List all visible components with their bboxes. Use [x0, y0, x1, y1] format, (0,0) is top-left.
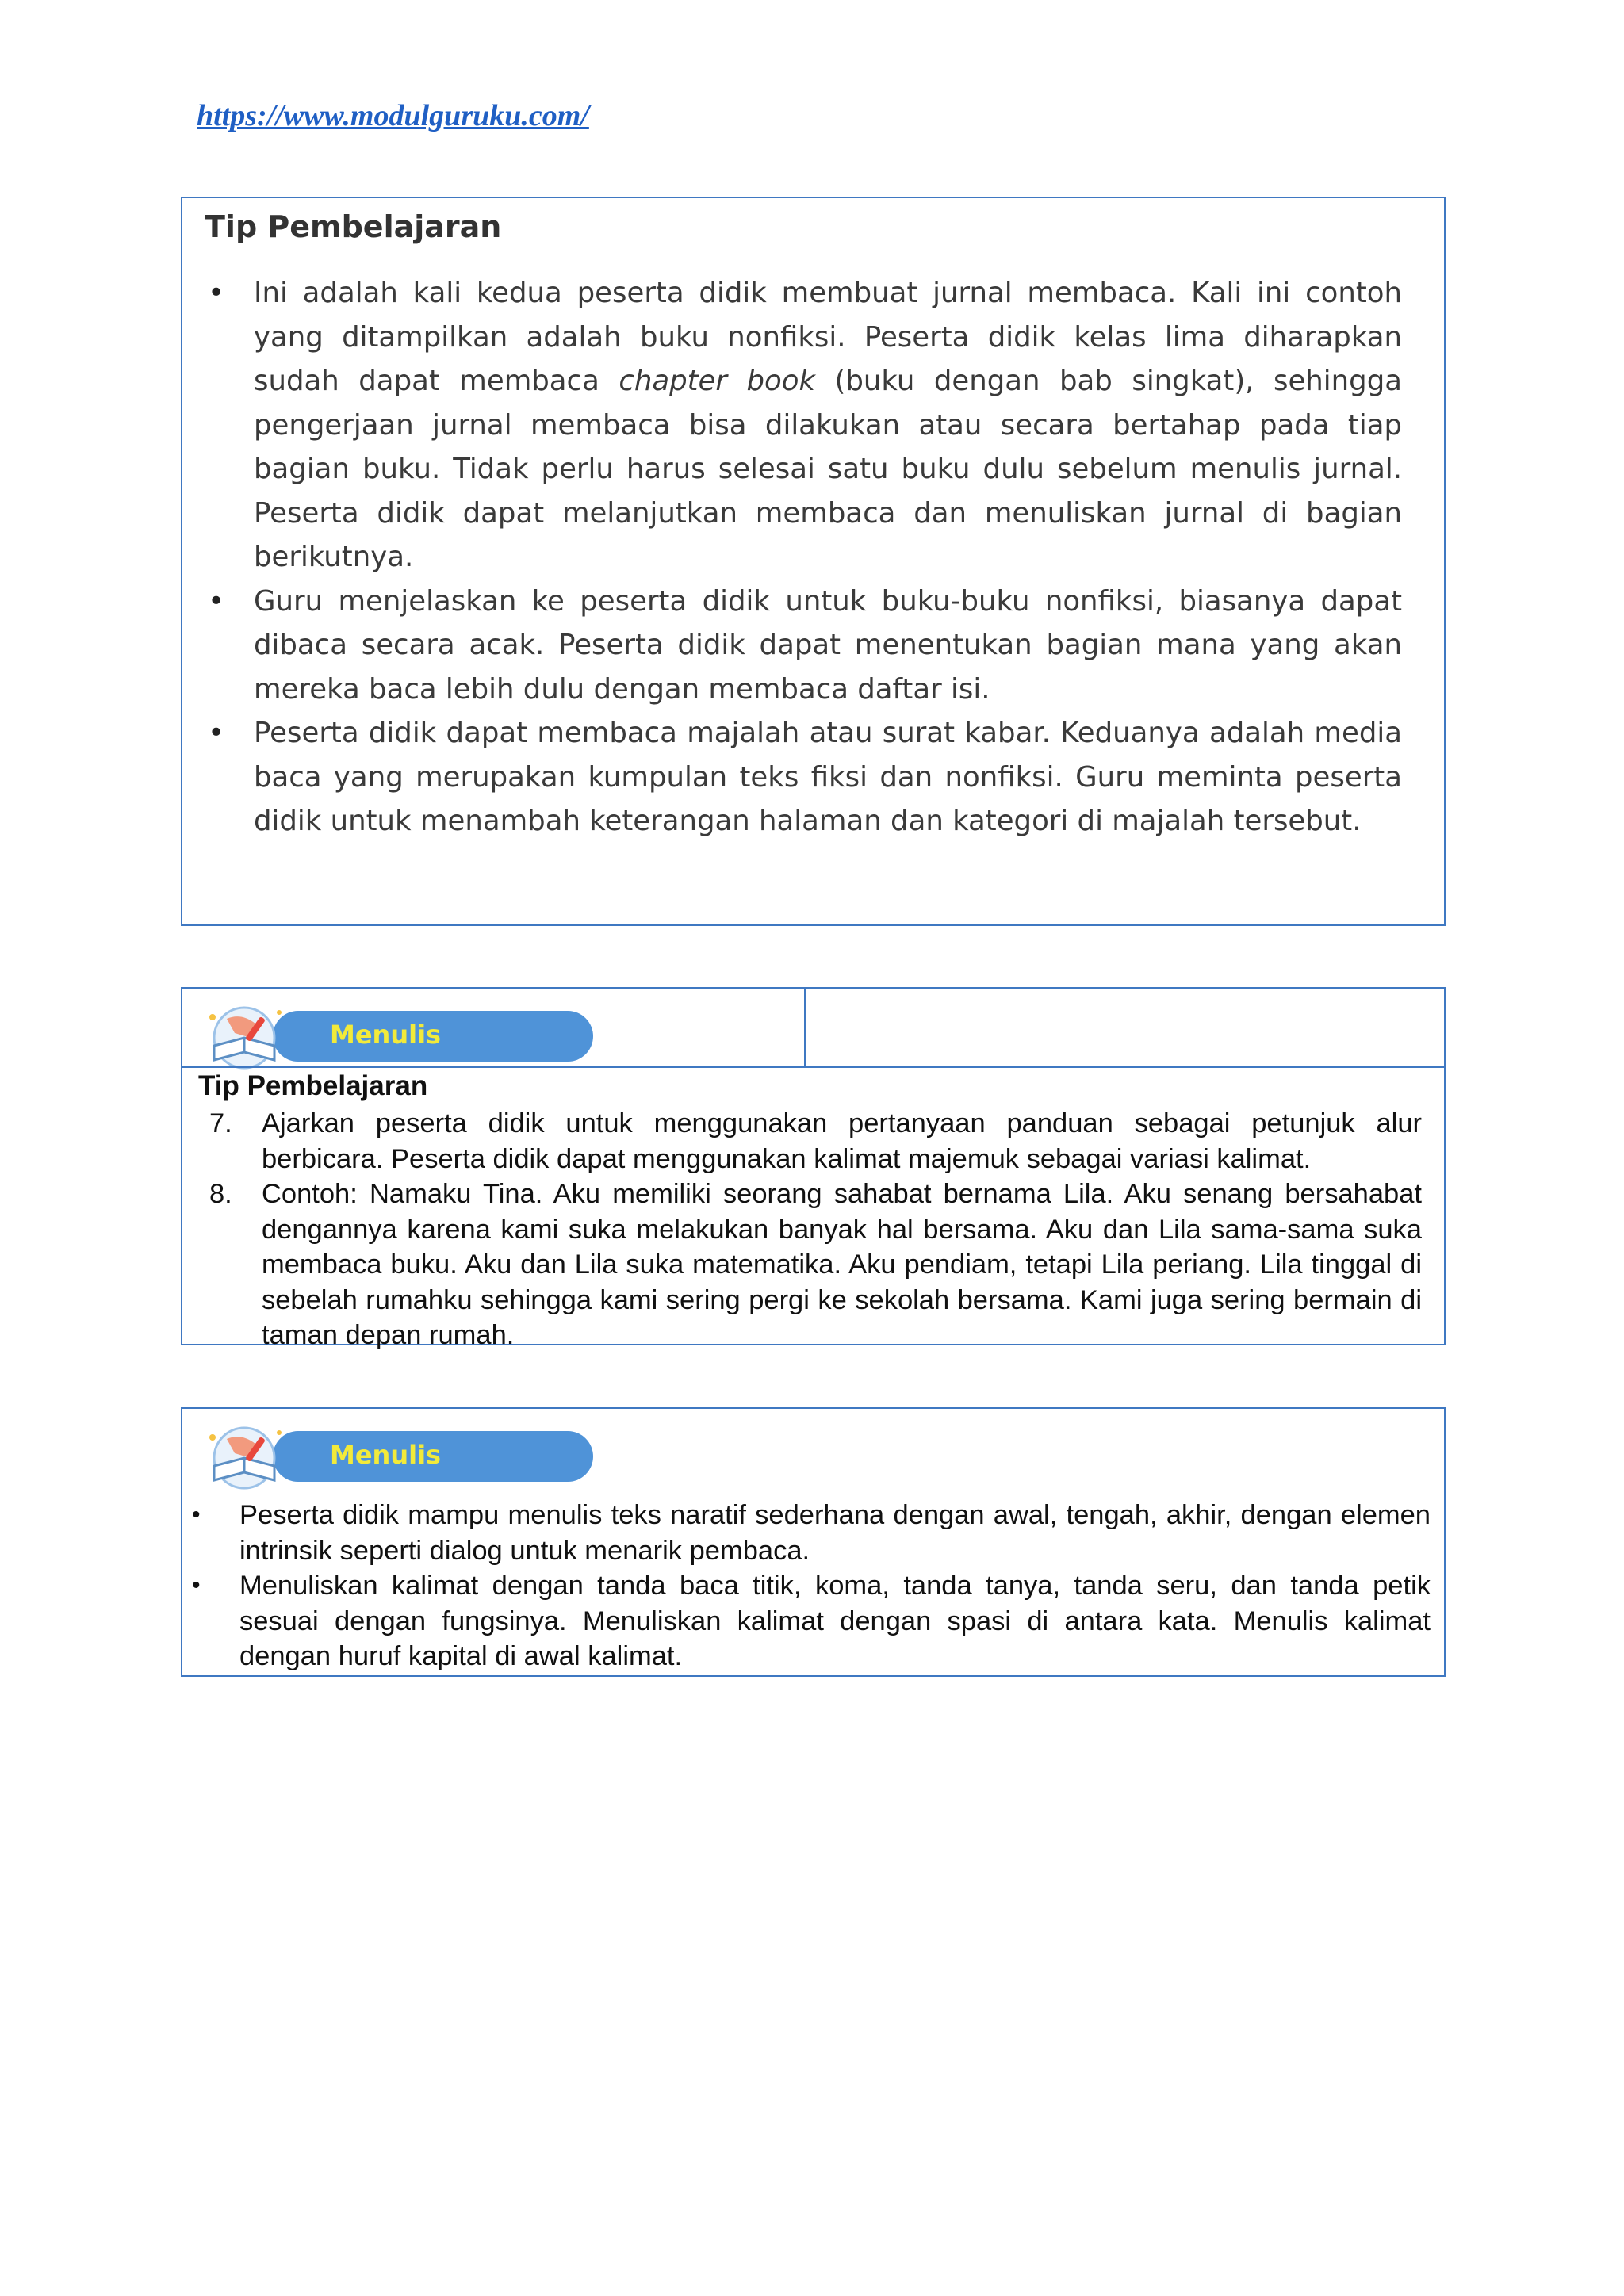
- tip-item-emphasis: chapter book: [619, 365, 816, 397]
- objective-item: [182, 1568, 1431, 1674]
- book-writing-icon: [203, 1001, 290, 1070]
- bullet-icon: •: [208, 277, 225, 309]
- tip-item: [205, 271, 1402, 580]
- bullet-icon: •: [192, 1502, 201, 1528]
- menulis-banner: [203, 1422, 595, 1479]
- objective-item: [182, 1498, 1431, 1568]
- objective-text: Peserta didik mampu menulis teks naratif sederhana dengan awal, tengah, akhir, dengan elemen intrinsik seperti dialog untuk menarik pembaca.: [239, 1500, 1431, 1566]
- menulis-banner-pill: [273, 1431, 593, 1482]
- source-url-link[interactable]: https://www.modulguruku.com/: [197, 99, 589, 132]
- numbered-item: [198, 1106, 1422, 1177]
- tip-box-title: Tip Pembelajaran: [205, 209, 502, 244]
- tip-numbered-list: [198, 1106, 1422, 1353]
- menulis-banner-pill: [273, 1011, 593, 1062]
- tip-box-journal: [181, 197, 1446, 926]
- item-text: Contoh: Namaku Tina. Aku memiliki seorang sahabat bernama Lila. Aku senang bersahabat dengannya karena kami suka melakukan banyak hal bersama. Aku dan Lila sama-sama suka membaca buku. Aku dan Lila suka matematika. Aku pendiam, tetapi Lila periang. Lila tinggal di sebelah rumahku sehingga kami sering pergi ke sekolah bersama. Kami juga sering bermain di taman depan rumah.: [262, 1179, 1422, 1350]
- tip-item: [205, 711, 1402, 844]
- menulis-tip-box: [181, 987, 1446, 1350]
- tip-item-text-start: Ini adalah kali kedua peserta didik membuat jurnal membaca. Kali ini contoh yang ditampilkan adalah buku nonfiksi. Peserta didik kelas lima diharapkan sudah dapat membaca: [254, 277, 1402, 397]
- book-writing-icon: [203, 1422, 290, 1490]
- bullet-icon: •: [208, 584, 225, 618]
- header-divider: [804, 989, 806, 1068]
- tip-title: Tip Pembelajaran: [198, 1070, 428, 1101]
- item-text: Ajarkan peserta didik untuk menggunakan pertanyaan panduan sebagai petunjuk alur berbicara. Peserta didik dapat menggunakan kalimat majemuk sebagai variasi kalimat.: [262, 1108, 1422, 1174]
- numbered-item: [198, 1177, 1422, 1353]
- menulis-banner-label: Menulis: [330, 1020, 442, 1050]
- menulis-banner: [203, 1001, 595, 1058]
- bullet-icon: •: [208, 717, 225, 749]
- header-rule: [182, 1066, 1444, 1068]
- tip-item-text-end: (buku dengan bab singkat), sehingga pengerjaan jurnal membaca bisa dilakukan atau secara bertahap pada tiap bagian buku. Tidak perlu harus selesai satu buku dulu sebelum menulis jurnal. Peserta didik dapat melanjutkan membaca dan menuliskan jurnal di bagian berikutnya.: [254, 365, 1402, 573]
- tip-list: [205, 271, 1402, 844]
- item-number: 7.: [209, 1108, 232, 1138]
- menulis-objectives-box: [181, 1407, 1446, 1677]
- bullet-icon: •: [192, 1572, 201, 1598]
- tip-item: [205, 580, 1402, 712]
- tip-item-text: Guru menjelaskan ke peserta didik untuk buku-buku nonfiksi, biasanya dapat dibaca secara acak. Peserta didik dapat menentukan bagian mana yang akan mereka baca lebih dulu dengan membaca daftar isi.: [254, 584, 1402, 706]
- menulis-banner-label: Menulis: [330, 1440, 442, 1470]
- objective-list: [182, 1498, 1431, 1674]
- objective-text: Menuliskan kalimat dengan tanda baca titik, koma, tanda tanya, tanda seru, dan tanda petik sesuai dengan fungsinya. Menuliskan kalimat dengan spasi di antara kata. Menulis kalimat dengan huruf kapital di awal kalimat.: [239, 1571, 1431, 1671]
- tip-item-text: Peserta didik dapat membaca majalah atau surat kabar. Keduanya adalah media baca yang merupakan kumpulan teks fiksi dan nonfiksi. Guru meminta peserta didik untuk menambah keterangan halaman dan kategori di majalah tersebut.: [254, 717, 1402, 837]
- item-number: 8.: [209, 1179, 232, 1209]
